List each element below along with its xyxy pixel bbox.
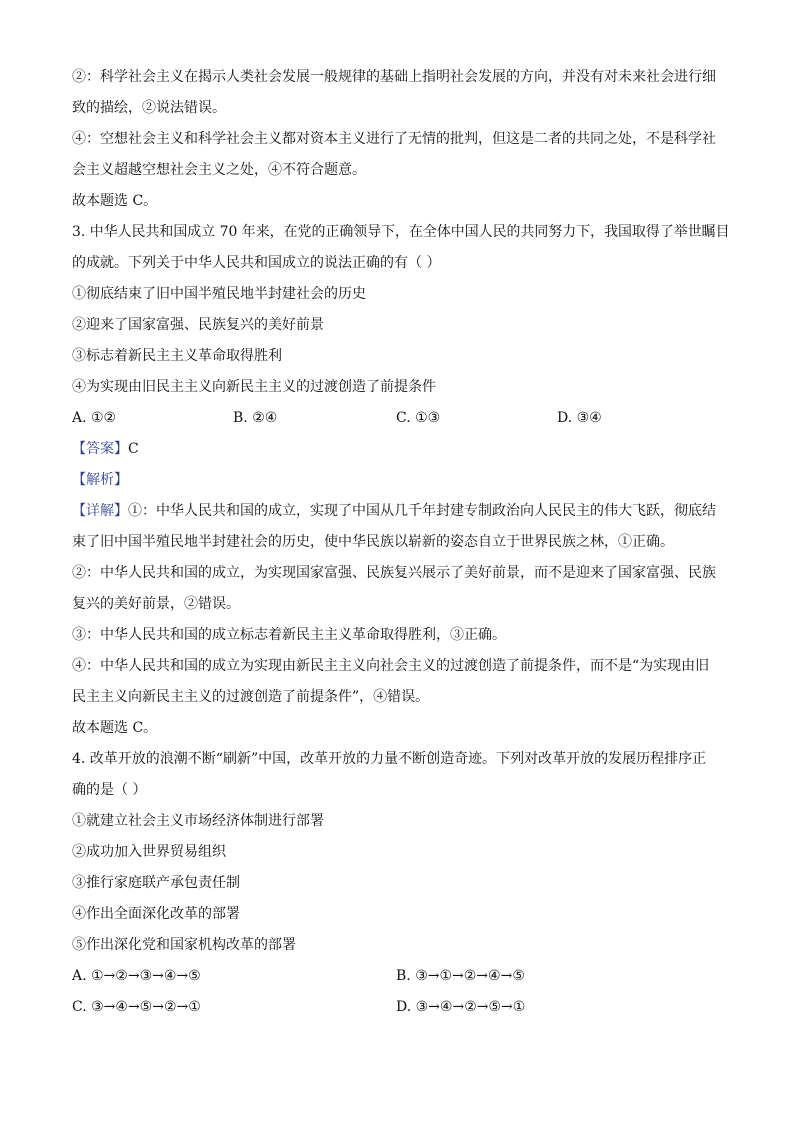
q3-statement-1: ①彻底结束了旧中国半殖民地半封建社会的历史: [72, 286, 366, 302]
q4-option-c: C. ③→④→⑤→②→①: [72, 999, 201, 1015]
q3-detail-line-3: ②：中华人民共和国的成立，为实现国家富强、民族复兴展示了美好前景，而不是迎来了国家富强、民族: [72, 565, 716, 581]
q3-option-a: A. ①②: [72, 410, 117, 426]
q3-detail-line-4: 复兴的美好前景，②错误。: [72, 596, 240, 612]
q4-statement-5: ⑤作出深化党和国家机构改革的部署: [72, 937, 296, 953]
q2-analysis-line-4: 会主义超越空想社会主义之处，④不符合题意。: [72, 162, 366, 178]
q3-statement-3: ③标志着新民主主义革命取得胜利: [72, 348, 282, 364]
q4-option-a: A. ①→②→③→④→⑤: [72, 968, 201, 984]
q3-detail-line-2: 束了旧中国半殖民地半封建社会的历史，使中华民族以崭新的姿态自立于世界民族之林，①正确。: [72, 534, 674, 550]
q3-detail-line-5: ③：中华人民共和国的成立标志着新民主主义革命取得胜利，③正确。: [72, 627, 506, 643]
q4-statement-1: ①就建立社会主义市场经济体制进行部署: [72, 813, 324, 829]
q3-stem-line-2: 的成就。下列关于中华人民共和国成立的说法正确的有（ ）: [72, 255, 441, 271]
q3-detail-line-6: ④：中华人民共和国的成立为实现由新民主主义向社会主义的过渡创造了前提条件，而不是“为实现由旧: [72, 658, 710, 674]
q2-analysis-line-2: 致的描绘，②说法错误。: [72, 100, 226, 116]
q4-option-b: B. ③→①→②→④→⑤: [396, 968, 525, 984]
detail-tag: 【详解】: [72, 503, 128, 519]
q4-option-d: D. ③→④→②→⑤→①: [396, 999, 526, 1015]
answer-tag: 【答案】: [72, 441, 128, 457]
q3-conclusion: 故本题选 C。: [72, 720, 158, 736]
q4-statement-3: ③推行家庭联产承包责任制: [72, 875, 240, 891]
q4-statement-2: ②成功加入世界贸易组织: [72, 844, 226, 860]
q3-analysis-heading: [72, 470, 128, 490]
q2-conclusion: 故本题选 C。: [72, 193, 158, 209]
q2-analysis-line-1: ②：科学社会主义在揭示人类社会发展一般规律的基础上指明社会发展的方向，并没有对未来社会进行细: [72, 69, 716, 85]
q3-answer-line: [72, 439, 139, 459]
q3-option-c: C. ①③: [396, 410, 441, 426]
q4-stem-line-2: 确的是（ ）: [72, 782, 147, 798]
q3-statement-2: ②迎来了国家富强、民族复兴的美好前景: [72, 317, 324, 333]
q3-option-d: D. ③④: [557, 410, 602, 426]
q4-stem-line-1: 4. 改革开放的浪潮不断“刷新”中国，改革开放的力量不断创造奇迹。下列对改革开放的发展历程排序正: [72, 751, 707, 767]
q3-detail-text-1: ①：中华人民共和国的成立，实现了中国从几千年封建专制政治向人民民主的伟大飞跃，彻底结: [128, 503, 716, 519]
q4-statement-4: ④作出全面深化改革的部署: [72, 906, 240, 922]
q3-statement-4: ④为实现由旧民主主义向新民主主义的过渡创造了前提条件: [72, 379, 436, 395]
q3-option-b: B. ②④: [233, 410, 278, 426]
analysis-tag: 【解析】: [72, 472, 128, 488]
q3-stem-line-1: 3. 中华人民共和国成立 70 年来，在党的正确领导下，在全体中国人民的共同努力下，我国取得了举世瞩目: [72, 224, 730, 240]
q3-detail-line-7: 民主主义向新民主主义的过渡创造了前提条件”，④错误。: [72, 689, 430, 705]
q3-answer: C: [128, 441, 139, 457]
q2-analysis-line-3: ④：空想社会主义和科学社会主义都对资本主义进行了无情的批判，但这是二者的共同之处，不是科学社: [72, 131, 716, 147]
q3-detail-line-1: [72, 501, 716, 521]
